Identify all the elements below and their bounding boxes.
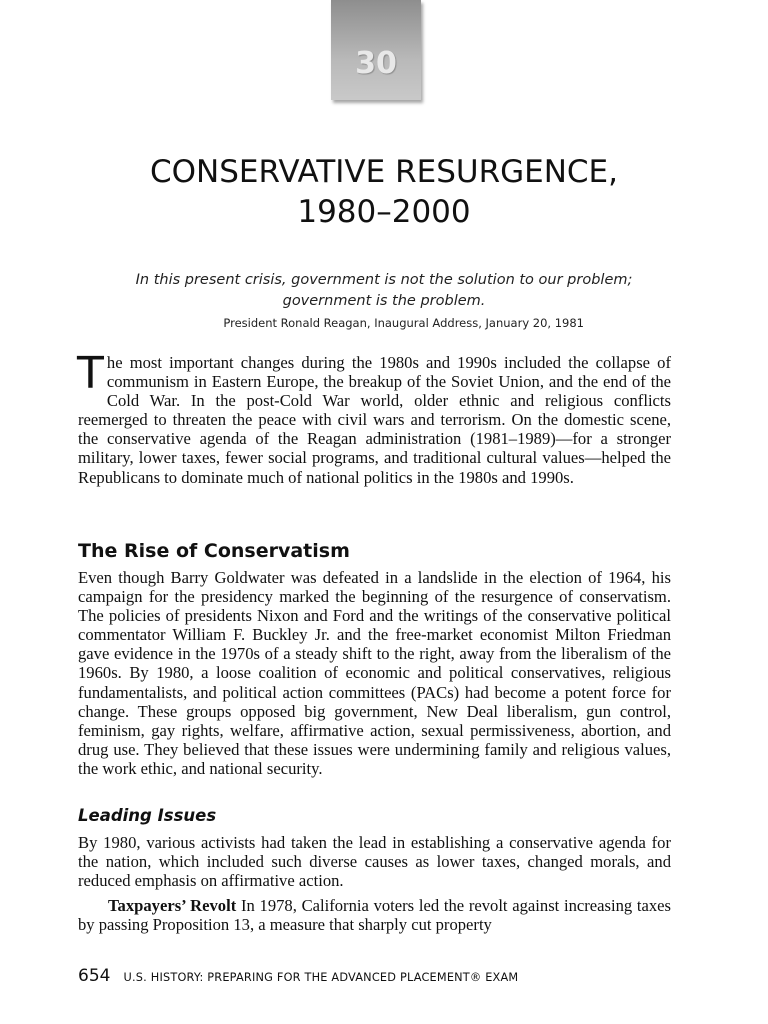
subsection-heading-leading-issues: Leading Issues — [78, 806, 217, 825]
chapter-tab — [331, 0, 421, 100]
taxpayers-runin-head: Taxpayers’ Revolt — [108, 896, 237, 915]
page-number: 654 — [78, 966, 111, 986]
taxpayers-paragraph — [78, 896, 671, 934]
epigraph-line1: In this present crisis, government is not the solution to our problem; — [135, 272, 633, 288]
page-footer — [78, 966, 518, 986]
chapter-title-line1: CONSERVATIVE RESURGENCE, — [149, 154, 618, 190]
leading-issues-paragraph: By 1980, various activists had taken the lead in establishing a conservative agenda for the nation, which included such diverse causes as lower taxes, changed morals, and reduced emphasis on affirmative action. — [78, 833, 671, 891]
chapter-title — [0, 152, 768, 232]
chapter-number: 30 — [355, 46, 397, 81]
drop-cap: T — [77, 348, 104, 399]
intro-text: he most important changes during the 1980s and 1990s included the collapse of communism in Eastern Europe, the breakup of the Soviet Union, and the end of the Cold War. In the post-Cold War world, older ethnic and religious conflicts reemerged to threaten the peace with civil wars and terrorism. On the domestic scene, the conservative agenda of the Reagan administration (1981–1989)—for a stronger military, lower taxes, fewer social programs, and traditional cultural values—helped the Republicans to dominate much of national politics in the 1980s and 1990s. — [78, 353, 671, 487]
epigraph-quote — [90, 270, 678, 312]
rise-paragraph: Even though Barry Goldwater was defeated in a landslide in the election of 1964, his campaign for the presidency marked the beginning of the resurgence of conservatism. The policies of presidents Nixon and Ford and the writings of the conservative political commentator William F. Buckley Jr. and the free-market economist Milton Friedman gave evidence in the 1970s of a steady shift to the right, away from the liberalism of the 1960s. By 1980, a loose coalition of economic and political conservatives, religious fundamentalists, and political action committees (PACs) had become a potent force for change. These groups opposed big government, New Deal liberalism, gun control, feminism, gay rights, welfare, affirmative action, sexual permissiveness, abortion, and drug use. They believed that these issues were undermining family and religious values, the work ethic, and national security. — [78, 568, 671, 778]
chapter-title-line2: 1980–2000 — [297, 194, 471, 230]
running-head: U.S. HISTORY: PREPARING FOR THE ADVANCED PLACEMENT® EXAM — [123, 971, 519, 984]
section-heading-rise: The Rise of Conservatism — [78, 540, 350, 562]
epigraph-line2: government is the problem. — [282, 293, 486, 309]
epigraph-attribution: President Ronald Reagan, Inaugural Address, January 20, 1981 — [223, 316, 584, 330]
taxpayers-text: In 1978, California voters led the revolt against increasing taxes by passing Proposition 13, a measure that sharply cut property — [78, 896, 671, 935]
intro-paragraph — [77, 348, 671, 487]
